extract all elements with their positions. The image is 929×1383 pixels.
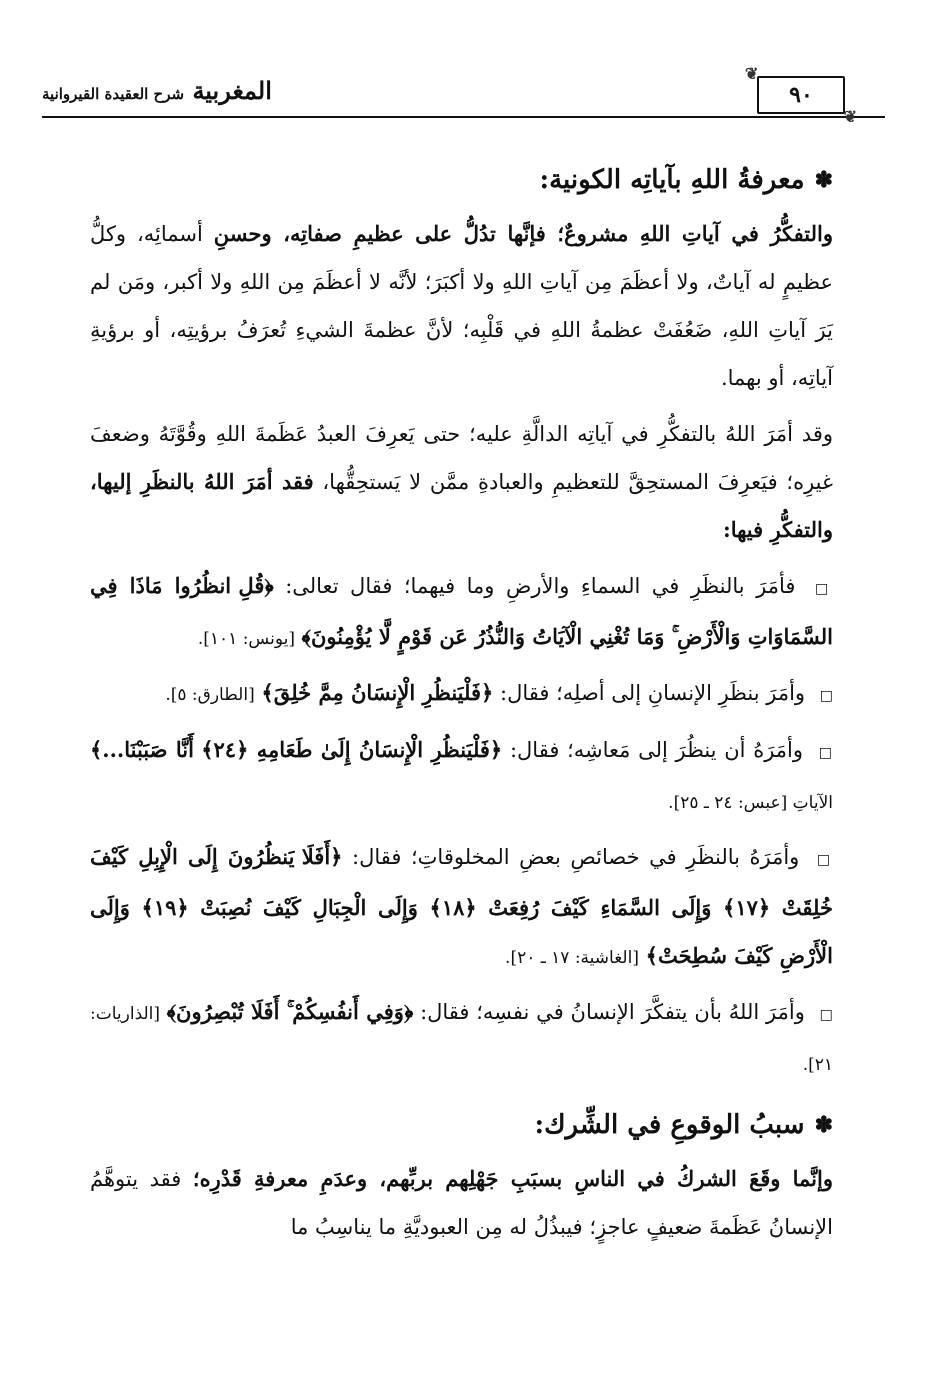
square-bullet-icon: □ <box>819 1007 834 1023</box>
page-header <box>42 64 885 126</box>
verse-reference: [يونس: ١٠١]. <box>197 629 295 649</box>
section-heading-text: معرفةُ اللهِ بآياتِه الكونية: <box>539 165 805 195</box>
book-title-text: المغربية <box>192 76 272 105</box>
page-body <box>90 150 833 1259</box>
list-item <box>90 726 833 827</box>
quran-verse: ﴿أَفَلَا يَنظُرُونَ إِلَى الْإِبِلِ كَيْفَ خُلِقَتْ ﴿١٧﴾ وَإِلَى السَّمَاءِ كَيْفَ رُفِعَتْ ﴿١٨﴾ وَإِلَى الْجِبَالِ كَيْفَ نُصِبَتْ ﴿١٩﴾ وَإِلَى الْأَرْضِ كَيْفَ سُطِحَتْ﴾ <box>90 844 833 968</box>
list-item-text: وأمَرَ بنظَرِ الإنسانِ إلى أصلِه؛ فقال: <box>500 681 806 705</box>
paragraph-text: فقد يتوهَّمُ الإنسانُ عَظَمةَ ضعيفٍ عاجزٍ؛ فيبذُلُ له مِن العبوديَّةِ ما يناسِبُ ما <box>90 1167 833 1239</box>
verse-reference: [الذاريات: ٢١]. <box>90 1004 833 1075</box>
list-item <box>90 833 833 982</box>
square-bullet-icon: □ <box>819 688 833 704</box>
section-heading <box>90 1095 833 1155</box>
square-bullet-icon: □ <box>818 745 833 761</box>
flourish-icon: ❦ <box>843 107 857 126</box>
ornament-star-icon: ✽ <box>814 1112 833 1138</box>
page-number-box <box>745 64 857 126</box>
quran-verse: ﴿فَلْيَنظُرِ الْإِنسَانُ إِلَىٰ طَعَامِهِ ﴿٢٤﴾ أَنَّا صَبَبْنَا...﴾ <box>90 737 503 762</box>
paragraph <box>90 1155 833 1251</box>
square-bullet-icon: □ <box>814 581 833 597</box>
list-item-text: فأمَرَ بالنظَرِ في السماءِ والأرضِ وما فيهما؛ فقال تعالى: <box>285 574 796 598</box>
page-number: ٩٠ <box>789 82 813 108</box>
book-subtitle: شرح العقيدة القيروانية <box>42 85 185 103</box>
paragraph-lead: فقد أمَرَ اللهُ بالنظَرِ إليها، والتفكُّرِ فيها: <box>90 469 833 542</box>
verse-reference: [الغاشية: ١٧ ـ ٢٠]. <box>505 948 639 968</box>
paragraph <box>90 210 833 402</box>
list-item-text: وأمَرَهُ أن ينظُرَ إلى مَعاشِه؛ فقال: <box>509 738 804 762</box>
section-heading-text: سببُ الوقوعِ في الشِّرك: <box>534 1110 805 1140</box>
quran-verse: ﴿فَلْيَنظُرِ الْإِنسَانُ مِمَّ خُلِقَ﴾ <box>261 680 494 705</box>
quran-verse: ﴿قُلِ انظُرُوا مَاذَا فِي السَّمَاوَاتِ وَالْأَرْضِ ۚ وَمَا تُغْنِي الْآيَاتُ وَالنُّذُرُ عَن قَوْمٍ لَّا يُؤْمِنُونَ﴾ <box>90 573 833 649</box>
verse-reference: الآياتِ [عبس: ٢٤ ـ ٢٥]. <box>668 793 833 813</box>
flourish-icon: ❦ <box>745 64 759 83</box>
section-heading <box>90 150 833 210</box>
list-item <box>90 669 833 720</box>
paragraph-lead: والتفكُّرُ في آياتِ اللهِ مشروعٌ؛ فإنَّها تدُلُّ على عظيمِ صفاتِه، وحسنِ <box>213 221 833 246</box>
paragraph-text: وقد أمَرَ اللهُ بالتفكُّرِ في آياتِه الدالَّةِ عليه؛ حتى يَعرِفَ العبدُ عَظَمةَ اللهِ وقُوَّتَهُ وضعفَ غيرِه؛ فيَعرِفَ المستحِقَّ للتعظيمِ والعبادةِ ممَّن لا يَستحِقُّها، <box>90 422 833 494</box>
list-item-text: وأمَرَهُ بالنظَرِ في خصائصِ بعضِ المخلوقاتِ؛ فقال: <box>352 845 800 869</box>
ornament-star-icon: ✽ <box>814 167 833 193</box>
square-bullet-icon: □ <box>816 852 833 868</box>
list-item-text: وأمَرَ اللهُ بأن يتفكَّرَ الإنسانُ في نفسِه؛ فقال: <box>420 1000 805 1024</box>
paragraph <box>90 410 833 554</box>
paragraph-lead: وإنَّما وقَعَ الشركُ في الناسِ بسبَبِ جَهْلِهم بربِّهم، وعدَمِ معرفةِ قَدْرِه؛ <box>192 1166 833 1191</box>
list-item <box>90 562 833 663</box>
verse-reference: [الطارق: ٥]. <box>165 685 255 705</box>
quran-verse: ﴿وَفِي أَنفُسِكُمْ ۚ أَفَلَا تُبْصِرُونَ﴾ <box>166 999 414 1024</box>
paragraph-text: أسمائِه، وكلُّ عظيمٍ له آياتٌ، ولا أعظَمَ مِن آياتِ اللهِ ولا أكبَرَ؛ لأنَّه لا أعظَمَ مِن اللهِ ولا أكبر، ومَن لم يَرَ آياتِ اللهِ، ضَعُفَتْ عظمةُ اللهِ في قَلْبِه؛ لأنَّ عظمةَ الشيءِ تُعرَفُ برؤيتِه، أو برؤيةِ آياتِه، أو بهما. <box>90 222 833 390</box>
list-item <box>90 988 833 1089</box>
book-title <box>42 76 272 105</box>
